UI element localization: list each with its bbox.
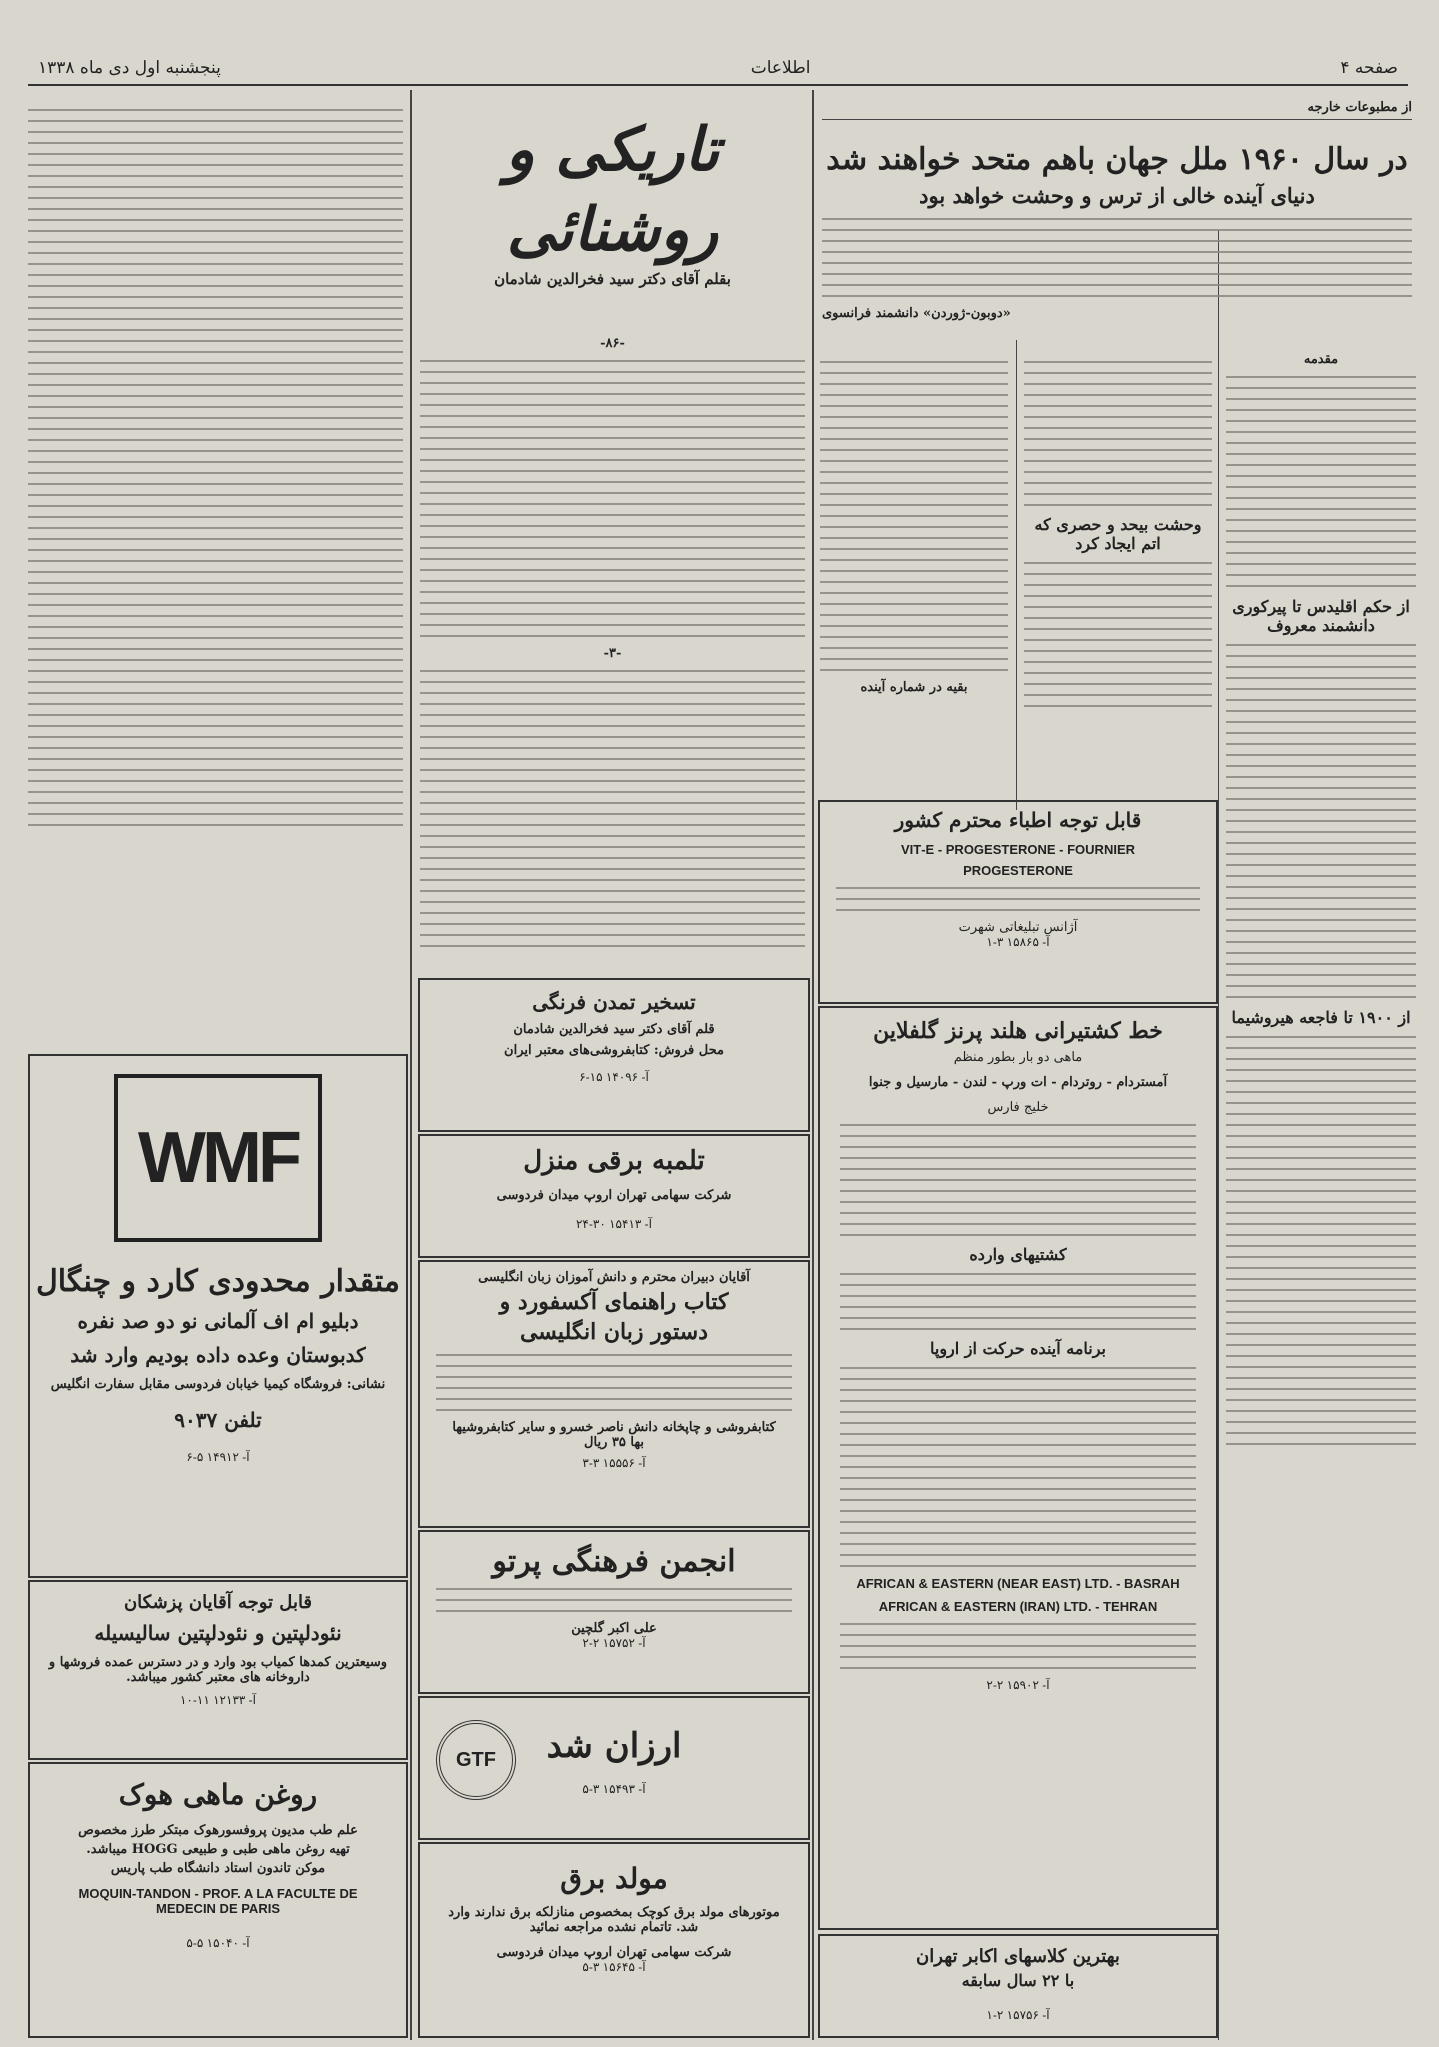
- serial-section: -۳-: [603, 646, 622, 661]
- ad-latin1: MOQUIN‑TANDON ‑ PROF. A LA FACULTE DE: [78, 1886, 358, 1901]
- ad-line2: تهیه روغن ماهی طبی و طبیعی HOGG میباشد.: [86, 1842, 350, 1857]
- ad-cultural-society: [418, 1530, 810, 1694]
- ad-title: کتاب راهنمای آکسفورد و: [499, 1289, 729, 1315]
- ad-title: نئودلپتین و نئودلپتین سالیسیله: [94, 1621, 342, 1645]
- ad-neodolpetin: [28, 1580, 408, 1760]
- ad-vacuum: [418, 1134, 810, 1258]
- foreign-press-col-c: [820, 352, 1008, 695]
- page-header: [28, 52, 1408, 86]
- ad-line2: دبلیو ام اف آلمانی نو دو صد نفره: [77, 1309, 359, 1333]
- ad-company: شرکت سهامی تهران اروپ میدان فردوسی: [496, 1188, 732, 1203]
- ad-generator: [418, 1842, 810, 2038]
- wmf-logo: WMF: [114, 1074, 322, 1242]
- ad-phone: تلفن ۹۰۳۷: [174, 1408, 262, 1432]
- ad-ref: آ‑ ۱۲۱۳۳ ۱۱‑۱۰: [179, 1693, 257, 1707]
- ad-cod-liver-oil: [28, 1762, 408, 2038]
- serial-byline: بقلم آقای دکتر سید فخرالدین شادمان: [494, 270, 731, 288]
- ad-title: قابل توجه اطباء محترم کشور: [894, 808, 1142, 832]
- ad-shipping: [818, 1006, 1218, 1930]
- ad-ref: آ‑ ۱۴۹۱۲ ۵‑۶: [186, 1450, 250, 1464]
- ad-title2: دستور زبان انگلیسی: [519, 1319, 709, 1345]
- ad-ref: آ‑ ۱۵۶۴۵ ۳‑۵: [582, 1960, 646, 1974]
- column-rule: [1016, 340, 1017, 810]
- column-rule: [812, 90, 814, 2040]
- newspaper-name: اطلاعات: [750, 58, 811, 78]
- ad-arrivals: کشتیهای وارده: [969, 1245, 1067, 1264]
- ad-ref: آ‑ ۱۵۴۹۳ ۳‑۵: [582, 1782, 646, 1796]
- section-intro: مقدمه: [1303, 352, 1339, 367]
- ad-ref: آ‑ ۱۵۸۶۵ ۳‑۱: [986, 935, 1050, 949]
- ad-line4: نشانی: فروشگاه کیمیا خیابان فردوسی مقابل سفارت انگلیس: [50, 1377, 386, 1392]
- ad-product2: PROGESTERONE: [963, 863, 1073, 878]
- ad-sale: محل فروش: کتابفروشی‌های معتبر ایران: [504, 1043, 724, 1058]
- section-1900: از ۱۹۰۰ تا فاجعه هیروشیما: [1231, 1008, 1411, 1027]
- ad-cheap: [418, 1696, 810, 1840]
- intro-credit: «دوبون‑ژوردن» دانشمند فرانسوی: [822, 306, 1011, 321]
- issue-date: پنجشنبه اول دی ماه ۱۳۳۸: [38, 58, 221, 78]
- ad-ref: آ‑ ۱۵۹۰۲ ۲‑۲: [986, 1678, 1050, 1692]
- continued-note: بقیه در شماره آینده: [860, 680, 968, 695]
- ad-departures: برنامه آینده حرکت از اروپا: [930, 1339, 1106, 1358]
- subhead: دنیای آینده خالی از ترس و وحشت خواهد بود: [919, 183, 1315, 208]
- ad-english-book: [418, 1260, 810, 1528]
- column-rule: [1218, 230, 1219, 2040]
- ad-line3: موکن تاندون استاد دانشگاه طب پاریس: [110, 1861, 326, 1876]
- ad-ref: آ‑ ۱۴۰۹۶ ۱۵‑۶: [579, 1070, 649, 1084]
- ad-title: ارزان شد: [546, 1726, 682, 1766]
- ad-civilization-book: [418, 978, 810, 1132]
- serial-title: تاریکی و روشنائی: [505, 115, 720, 265]
- page-number: صفحه ۴: [1340, 58, 1398, 78]
- ad-subtitle: ماهی دو بار بطور منظم: [953, 1050, 1083, 1065]
- ad-ref: آ‑ ۱۵۰۴۰ ۵‑۵: [186, 1936, 250, 1950]
- ad-title: تلمبه برقی منزل: [523, 1146, 705, 1176]
- ad-signer: علی اکبر گلچین: [571, 1621, 657, 1636]
- ad-notice: قابل توجه آقایان پزشکان: [123, 1592, 313, 1613]
- serial-continuation: [28, 100, 403, 835]
- ad-title: بهترین کلاسهای اکابر تهران: [916, 1946, 1120, 1967]
- section-atom: وحشت بیحد و حصری که اتم ایجاد کرد: [1034, 515, 1202, 553]
- serial-part: -۸۶-: [600, 336, 625, 351]
- foreign-press-col-a: [1226, 352, 1416, 1454]
- ad-school: [818, 1934, 1218, 2038]
- ad-title: تسخیر تمدن فرنگی: [532, 990, 696, 1014]
- ad-wmf: [28, 1054, 408, 1578]
- ad-company: شرکت سهامی تهران اروپ میدان فردوسی: [496, 1945, 732, 1960]
- ad-agent-basrah: AFRICAN & EASTERN (NEAR EAST) LTD. ‑ BASRAH: [856, 1576, 1180, 1591]
- ad-agent: آژانس تبلیغاتی شهرت: [958, 920, 1078, 935]
- ad-sale: کتابفروشی و چاپخانه دانش ناصر خسرو و سایر کتابفروشیها: [452, 1420, 776, 1435]
- ad-byline: قلم آقای دکتر سید فخرالدین شادمان: [513, 1022, 715, 1037]
- ad-title: مولد برق: [560, 1862, 668, 1895]
- ad-ref: آ‑ ۱۵۵۵۶ ۳‑۳: [582, 1456, 646, 1470]
- ad-products: VIT‑E ‑ PROGESTERONE ‑ FOURNIER: [900, 842, 1135, 857]
- ad-audience: آقایان دبیران محترم و دانش آموزان زبان انگلیسی: [478, 1270, 750, 1285]
- ad-ref: آ‑ ۱۵۷۵۲ ۲‑۲: [582, 1636, 646, 1650]
- ad-line1: متقدار محدودی کارد و چنگال: [35, 1264, 400, 1299]
- ad-subtitle: با ۲۲ سال سابقه: [961, 1971, 1075, 1990]
- ad-physicians-notice: [818, 800, 1218, 1004]
- ad-title: خط کشتیرانی هلند پرنز گلفلاین: [873, 1018, 1163, 1044]
- ad-line1: علم طب مدیون پروفسورهوک مبتکر طرز مخصوص: [78, 1823, 358, 1838]
- ad-route: آمستردام ‑ روتردام ‑ ات ورپ ‑ لندن ‑ مارسیل و جنوا: [868, 1075, 1168, 1090]
- ad-body: موتورهای مولد برق کوچک بمخصوص منازلکه برق ندارند وارد شد. تاتمام نشده مراجعه نمائید: [448, 1905, 780, 1935]
- column-rule: [410, 90, 412, 2040]
- ad-price: بها ۳۵ ریال: [584, 1435, 644, 1450]
- foreign-press-article: [822, 100, 1412, 321]
- ad-title: روغن ماهی هوک: [118, 1778, 318, 1811]
- intro-text: [822, 218, 1412, 297]
- ad-ref: آ‑ ۱۵۴۱۳ ۳۰‑۲۴: [575, 1217, 653, 1231]
- ad-gulf: خلیج فارس: [987, 1100, 1049, 1115]
- ad-line3: کدبوستان وعده داده بودیم وارد شد: [70, 1343, 366, 1367]
- ad-title: انجمن فرهنگی پرتو: [492, 1544, 736, 1579]
- ad-body: وسیعترین کمدها کمیاب بود وارد و در دسترس عمده فروشها و داروخانه های معتبر کشور میباشد.: [48, 1655, 388, 1685]
- kicker: از مطبوعات خارجه: [822, 100, 1412, 120]
- foreign-press-col-b: [1024, 352, 1212, 716]
- ad-ref: آ‑ ۱۵۷۵۶ ۲‑۱: [986, 2008, 1050, 2022]
- gtf-logo: GTF: [436, 1720, 516, 1800]
- headline: در سال ۱۹۶۰ ملل جهان باهم متحد خواهند شد: [826, 142, 1408, 177]
- serial-article: [420, 100, 805, 956]
- ad-latin2: MEDECIN DE PARIS: [156, 1901, 280, 1916]
- ad-agent-tehran: AFRICAN & EASTERN (IRAN) LTD. ‑ TEHRAN: [878, 1599, 1158, 1614]
- section-euclid: از حکم اقلیدس تا پیرکوری دانشمند معروف: [1232, 597, 1410, 635]
